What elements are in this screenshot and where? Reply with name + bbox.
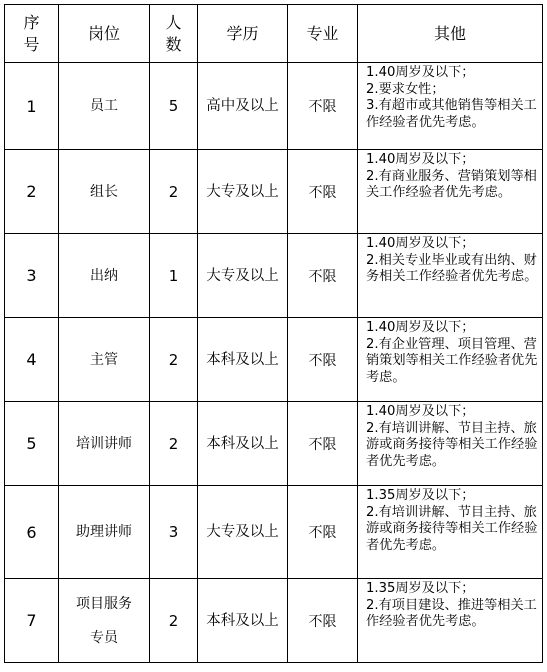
row-other (358, 318, 543, 402)
row-index: 3 (5, 234, 59, 318)
row-count: 2 (150, 402, 198, 486)
header-education: 学历 (198, 5, 288, 63)
row-major: 不限 (288, 150, 358, 234)
other-line: 2.有企业管理、项目管理、营销策划等相关工作经验者优先考虑。 (366, 336, 538, 385)
row-education: 本科及以上 (198, 579, 288, 663)
row-position: 培训讲师 (59, 402, 150, 486)
row-major: 不限 (288, 63, 358, 150)
row-position: 项目服务专员 (59, 579, 150, 663)
other-line: 1.40周岁及以下； (366, 236, 475, 251)
row-other (358, 234, 543, 318)
row-count: 1 (150, 234, 198, 318)
row-major: 不限 (288, 579, 358, 663)
row-other (358, 579, 543, 663)
table-row (5, 63, 543, 150)
table-row (5, 234, 543, 318)
row-index: 4 (5, 318, 59, 402)
row-education: 本科及以上 (198, 402, 288, 486)
row-education: 大专及以上 (198, 486, 288, 579)
row-index: 1 (5, 63, 59, 150)
other-line: 1.40周岁及以下； (366, 152, 475, 167)
header-major: 专业 (288, 5, 358, 63)
other-line: 2.有培训讲解、节目主持、旅游或商务接待等相关工作经验者优先考虑。 (366, 504, 538, 553)
row-position: 员工 (59, 63, 150, 150)
other-line: 2.有培训讲解、节目主持、旅游或商务接待等相关工作经验者优先考虑。 (366, 420, 538, 469)
row-index: 2 (5, 150, 59, 234)
recruitment-table (4, 4, 543, 663)
row-education: 大专及以上 (198, 150, 288, 234)
other-line: 1.40周岁及以下； (366, 320, 475, 335)
other-line: 2.有商业服务、营销策划等相关工作经验者优先考虑。 (366, 168, 537, 200)
table-row (5, 579, 543, 663)
other-line: 2.有项目建设、推进等相关工作经验者优先考虑。 (366, 597, 537, 629)
other-line: 2.要求女性； (366, 81, 445, 97)
header-row (5, 5, 543, 63)
row-index: 7 (5, 579, 59, 663)
row-major: 不限 (288, 234, 358, 318)
row-other (358, 486, 543, 579)
table-row (5, 402, 543, 486)
header-position: 岗位 (59, 5, 150, 63)
row-index: 5 (5, 402, 59, 486)
table-row (5, 318, 543, 402)
other-line: 3.有超市或其他销售等相关工作经验者优先考虑。 (366, 98, 537, 130)
row-count: 2 (150, 579, 198, 663)
row-other (358, 150, 543, 234)
other-line: 1.35周岁及以下； (366, 581, 475, 596)
row-other (358, 402, 543, 486)
other-line: 1.40周岁及以下； (366, 65, 475, 80)
other-line: 1.40周岁及以下； (366, 404, 475, 419)
header-count: 人数 (150, 5, 198, 63)
row-education: 本科及以上 (198, 318, 288, 402)
row-position: 助理讲师 (59, 486, 150, 579)
table-row (5, 486, 543, 579)
header-index: 序号 (5, 5, 59, 63)
row-position: 主管 (59, 318, 150, 402)
row-count: 5 (150, 63, 198, 150)
row-position: 出纳 (59, 234, 150, 318)
row-major: 不限 (288, 486, 358, 579)
table-row (5, 150, 543, 234)
row-index: 6 (5, 486, 59, 579)
row-major: 不限 (288, 402, 358, 486)
row-other (358, 63, 543, 150)
row-major: 不限 (288, 318, 358, 402)
row-education: 大专及以上 (198, 234, 288, 318)
row-count: 2 (150, 318, 198, 402)
header-other: 其他 (358, 5, 543, 63)
row-count: 3 (150, 486, 198, 579)
other-line: 1.35周岁及以下； (366, 488, 475, 503)
row-education: 高中及以上 (198, 63, 288, 150)
row-position: 组长 (59, 150, 150, 234)
row-count: 2 (150, 150, 198, 234)
other-line: 2.相关专业毕业或有出纳、财务相关工作经验者优先考虑。 (366, 252, 538, 284)
